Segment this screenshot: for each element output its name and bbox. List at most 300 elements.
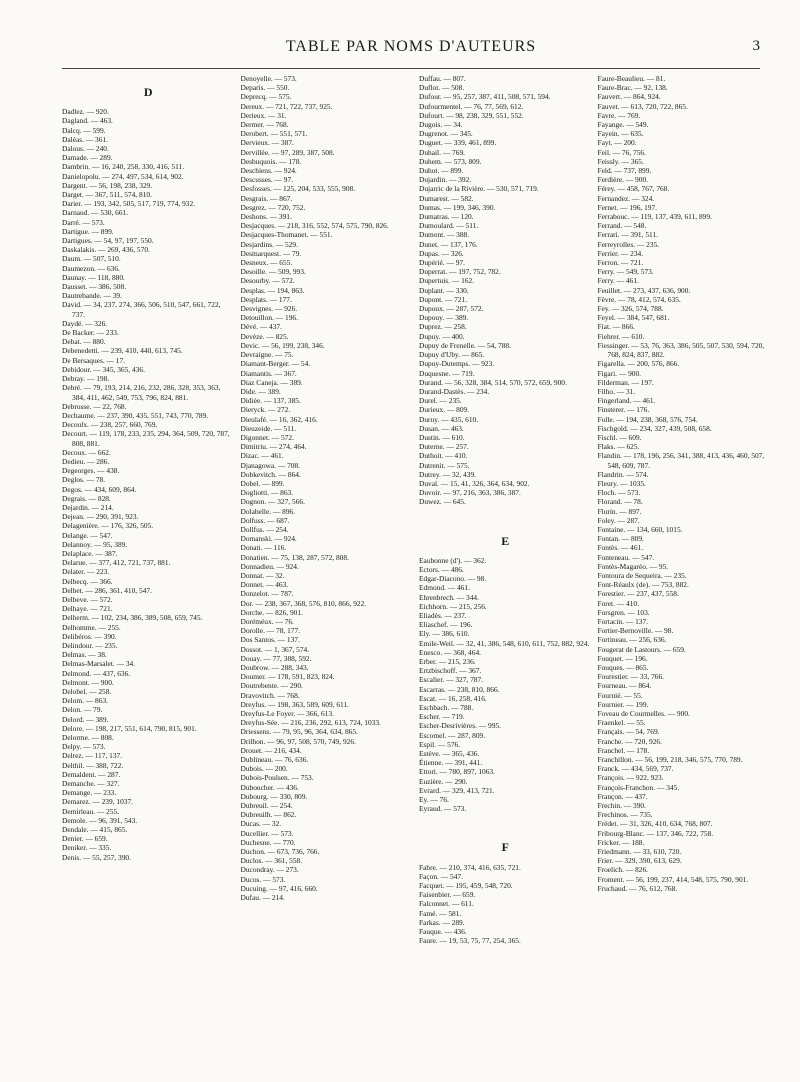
index-entry: Ferrabouc. — 119, 137, 439, 611, 899.: [597, 212, 712, 222]
index-entry: Dargent. — 56, 198, 238, 329.: [62, 180, 153, 190]
index-entry: Dunet. — 137, 176.: [419, 239, 478, 249]
index-entry: Duchon. — 673, 736, 766.: [240, 847, 320, 857]
index-entry: Fontaine. — 134, 660, 1015.: [597, 524, 683, 534]
index-entry: Dublineau. — 76, 636.: [240, 755, 309, 765]
index-entry: Dagland. — 463.: [62, 116, 113, 126]
index-entry: Fernet. — 196, 197.: [597, 202, 658, 212]
index-entry: Delherm. — 102, 234, 386, 389, 508, 659, 745.: [62, 613, 203, 623]
index-entry: Falconnet. — 611.: [419, 899, 474, 909]
index-entry: Fayein. — 635.: [597, 129, 644, 139]
index-entry: Dorolle. — 78, 177.: [240, 626, 301, 636]
index-entry: Dupuy-Dutemps. — 923.: [419, 359, 495, 369]
index-entry: Estève. — 365, 436.: [419, 749, 480, 759]
index-entry: Ferry. — 549, 573.: [597, 267, 654, 277]
index-entry: Fonteneau. — 547.: [597, 552, 655, 562]
index-entry: Dervieux. — 387.: [240, 138, 294, 148]
index-entry: Delom. — 863.: [62, 696, 108, 706]
index-entry: Flaks. — 625.: [597, 442, 640, 452]
index-entry: Degeorges. — 438.: [62, 466, 120, 476]
index-entry: Fauvert. — 864, 924.: [597, 92, 661, 102]
index-entry: Debat. — 880.: [62, 337, 106, 347]
index-entry: Daumezon. — 636.: [62, 263, 120, 273]
index-entry: Demarez. — 239, 1037.: [62, 797, 134, 807]
index-entry: Darré. — 573.: [62, 217, 105, 227]
index-entry: Doumer. — 178, 591, 823, 824.: [240, 672, 335, 682]
index-entry: Desplas. — 194, 863.: [240, 285, 305, 295]
index-entry: Frier. — 329, 390, 613, 629.: [597, 856, 682, 866]
index-entry: Dalcq. — 599.: [62, 125, 106, 135]
index-entry: Franche. — 720, 926.: [597, 736, 662, 746]
index-entry: Durieux. — 809.: [419, 405, 470, 415]
index-entry: Danielopolu. — 274, 497, 534, 614, 902.: [62, 171, 184, 181]
index-entry: Franchel. — 178.: [597, 745, 650, 755]
index-entry: Dadlez. — 920.: [62, 107, 109, 117]
index-entry: Duflot. — 508.: [419, 83, 465, 93]
index-entry: Escher. — 719.: [419, 712, 465, 722]
index-entry: Delhaye. — 721.: [62, 604, 113, 614]
index-entry: Dartigues. — 54, 97, 197, 550.: [62, 236, 154, 246]
index-entry: Férey. — 458, 767, 768.: [597, 184, 670, 194]
index-entry: Demanche. — 327.: [62, 779, 120, 789]
index-entry: Deprecq. — 575.: [240, 92, 292, 102]
index-entry: Delaplace. — 387.: [62, 548, 118, 558]
index-entry: Delord. — 389.: [62, 714, 109, 724]
index-entry: Fauvet. — 613, 720, 722, 865.: [597, 101, 688, 111]
index-entry: Dupouy. — 389.: [419, 313, 469, 323]
index-entry: Fayt. — 200.: [597, 138, 637, 148]
index-entry: Fayange. — 549.: [597, 120, 649, 130]
index-entry: Franck. — 434, 569, 737.: [597, 764, 674, 774]
index-entry: Filderman. — 197.: [597, 377, 654, 387]
index-entry: Desjacques-Thomanet. — 551.: [240, 230, 333, 240]
index-entry: Dupuy. — 400.: [419, 331, 465, 341]
index-entry: Duval. — 15, 41, 326, 364, 634, 902.: [419, 478, 530, 488]
index-entry: Duhot. — 899.: [419, 166, 464, 176]
index-entry: Demange. — 233.: [62, 788, 117, 798]
index-entry: Delrez. — 117, 137.: [62, 751, 123, 761]
index-entry: Donnet. — 463.: [240, 580, 289, 590]
index-entry: Floch. — 573.: [597, 488, 641, 498]
index-entry: Dermer. — 768.: [240, 120, 289, 130]
page-title: TABLE PAR NOMS D'AUTEURS: [285, 38, 537, 55]
index-entry: Deniker. — 335.: [62, 843, 112, 853]
index-entry: Foley. — 287.: [597, 515, 640, 525]
index-entry: Delater. — 223.: [62, 567, 110, 577]
section-letter: F: [501, 840, 509, 855]
index-entry: Franchillon. — 56, 199, 218, 346, 575, 770, 789.: [597, 755, 743, 765]
index-entry: Damade. — 289.: [62, 153, 113, 163]
index-entry: Desourby. — 572.: [240, 276, 295, 286]
index-entry: Fiehrer. — 610.: [597, 331, 645, 341]
index-entry: Duterne. — 257.: [419, 442, 469, 452]
index-entry: Froelich. — 826.: [597, 865, 648, 875]
index-entry: Desoille. — 509, 993.: [240, 267, 306, 277]
index-entry: Ferdière. — 900.: [597, 175, 648, 185]
section-letter: D: [143, 85, 153, 99]
index-entry: Favre. — 769.: [597, 110, 641, 120]
index-entry: Famé. — 581.: [419, 908, 462, 918]
index-entry: Duthoit. — 410.: [419, 451, 468, 461]
index-entry: Finsterer. — 176.: [597, 405, 650, 415]
index-entry: Debré. — 79, 193, 214, 216, 232, 286, 328, 353, 363, 384, 411, 462, 549, 753, 796, 824, 881.: [62, 383, 221, 402]
index-entry: Florand. — 78.: [597, 497, 643, 507]
index-entry: Dizac. — 461.: [240, 451, 284, 461]
index-entry: David. — 34, 237, 274, 366, 506, 510, 547, 661, 722, 737.: [62, 300, 221, 319]
index-entry: Dreyfus. — 198, 363, 589, 609, 611.: [240, 699, 350, 709]
index-entry: Feld. — 737, 899.: [597, 166, 652, 176]
index-column-4: [598, 74, 771, 1062]
index-entry: Fruchaud. — 76, 612, 768.: [597, 883, 678, 893]
index-entry: Fischl. — 609.: [597, 432, 642, 442]
index-entry: Derieux. — 31.: [240, 110, 287, 120]
index-entry: Dubreuilh. — 862.: [240, 810, 297, 820]
index-entry: Delon. — 79.: [62, 705, 103, 715]
index-entry: Dervillée. — 97, 289, 387, 508.: [240, 147, 335, 157]
index-entry: Dieryck. — 272.: [240, 405, 291, 415]
index-entry: Faure-Beaulieu. — 81.: [597, 74, 666, 83]
index-entry: Fontoura de Sequeira. — 235.: [597, 570, 687, 580]
index-entry: Fraenkel. — 55.: [597, 718, 646, 728]
index-entry: Flandrin. — 574.: [597, 469, 649, 479]
index-entry: Desplats. — 177.: [240, 294, 292, 304]
index-entry: Darnaud. — 530, 661.: [62, 208, 129, 218]
index-entry: Dossot. — 1, 367, 574.: [240, 644, 310, 654]
index-entry: Faisenbier. — 659.: [419, 890, 476, 900]
index-entry: Duruy. — 435, 610.: [419, 414, 479, 424]
index-entry: Fabre. — 210, 374, 416, 635, 721.: [419, 862, 521, 872]
index-entry: Dupoux. — 287, 572.: [419, 304, 484, 314]
index-entry: Dufour. — 95, 257, 387, 411, 508, 571, 594.: [419, 92, 551, 102]
index-entry: Dautrebande. — 39.: [62, 291, 122, 301]
index-entry: Flandin. — 178, 196, 256, 341, 388, 413, 436, 460, 507, 548, 609, 787.: [597, 451, 765, 470]
index-entry: Daydé. — 326.: [62, 318, 108, 328]
index-column-1: [62, 74, 235, 1062]
index-entry: Durand. — 56, 328, 384, 514, 570, 572, 659, 900.: [419, 377, 567, 387]
index-entry: Dor. — 238, 367, 368, 576, 810, 866, 922.: [240, 598, 367, 608]
index-entry: Denoyelle. — 573.: [240, 74, 297, 83]
index-entry: Espil. — 576.: [419, 739, 461, 749]
index-entry: Ducos. — 573.: [240, 874, 286, 884]
index-columns: [62, 74, 770, 1062]
index-entry: Facquet. — 195, 459, 548, 720.: [419, 881, 513, 891]
index-entry: Duguet. — 339, 461, 899.: [419, 138, 497, 148]
index-entry: Enesco. — 368, 464.: [419, 647, 481, 657]
index-entry: Fournié. — 55.: [597, 690, 643, 700]
index-entry: Daskalakis. — 269, 436, 570.: [62, 245, 150, 255]
index-entry: Eyraud. — 573.: [419, 804, 467, 814]
index-entry: Degos. — 434, 609, 864.: [62, 484, 137, 494]
index-entry: Fontès-Magarèo. — 95.: [597, 561, 669, 571]
index-entry: Delhomme. — 255.: [62, 622, 121, 632]
index-entry: Duboucher. — 436.: [240, 782, 299, 792]
header-rule: [62, 68, 760, 69]
index-entry: Fournier. — 199.: [597, 699, 649, 709]
index-entry: Figari. — 900.: [597, 368, 642, 378]
index-entry: Dévé. — 437.: [240, 322, 282, 332]
index-entry: Desgrez. — 720, 752.: [240, 202, 306, 212]
index-entry: Duvoir. — 97, 216, 363, 386, 387.: [419, 488, 521, 498]
index-entry: Dufourt. — 98, 238, 329, 551, 552.: [419, 110, 524, 120]
index-entry: Dechaume. — 237, 390, 435, 551, 743, 770, 789.: [62, 410, 209, 420]
index-entry: Dupont. — 721.: [419, 294, 468, 304]
index-entry: Dubois-Poulsen. — 753.: [240, 773, 314, 783]
index-entry: Delmond. — 437, 636.: [62, 668, 131, 678]
index-entry: Escher-Desrivières. — 995.: [419, 721, 501, 731]
index-entry: Fortacin. — 137.: [597, 616, 648, 626]
index-entry: Dobkevitch. — 864.: [240, 469, 301, 479]
index-entry: Ey. — 76.: [419, 795, 449, 805]
index-entry: Dreyfus-Sée. — 216, 236, 292, 613, 724, 1033.: [240, 718, 381, 728]
index-entry: Decoulx. — 238, 257, 660, 769.: [62, 420, 158, 430]
index-entry: Ferry. — 461.: [597, 276, 639, 286]
index-entry: Dendale. — 415, 865.: [62, 825, 128, 835]
index-entry: Font-Réaulx (de). — 753, 882.: [597, 580, 689, 590]
index-entry: Fortier-Bernoville. — 98.: [597, 626, 674, 636]
index-entry: Fougerat de Lastours. — 659.: [597, 644, 686, 654]
index-entry: Derobert. — 551, 571.: [240, 129, 308, 139]
index-entry: Delagenière. — 176, 326, 505.: [62, 521, 154, 531]
index-entry: Fricker. — 188.: [597, 837, 645, 847]
index-entry: Debray. — 198.: [62, 374, 110, 384]
index-entry: Drilhon. — 96, 97, 508, 570, 749, 926.: [240, 736, 356, 746]
index-entry: Denis. — 55, 257, 390.: [62, 852, 131, 862]
index-entry: Doubrow. — 288, 343.: [240, 663, 309, 672]
index-entry: Dolabelle. — 896.: [240, 506, 296, 516]
index-entry: Fortineau. — 256, 636.: [597, 635, 667, 645]
index-entry: Dustin. — 610.: [419, 432, 465, 442]
index-entry: Ectors. — 486.: [419, 564, 464, 574]
index-entry: Fourneau. — 864.: [597, 681, 652, 691]
index-entry: Dusan. — 463.: [419, 423, 464, 433]
index-entry: Froment. — 56, 199, 237, 414, 548, 575, 790, 901.: [597, 874, 749, 884]
index-entry: Forsgren. — 103.: [597, 607, 650, 617]
index-entry: Delbeve. — 572.: [62, 594, 113, 604]
index-entry: Fernandez. — 324.: [597, 193, 655, 203]
index-entry: Dimitriu. — 274, 464.: [240, 442, 307, 452]
index-entry: Frédet. — 31, 326, 410, 634, 768, 807.: [597, 819, 713, 829]
section-gap: [419, 813, 592, 829]
index-entry: Dollfus. — 254.: [240, 524, 289, 534]
index-entry: Donzelot. — 787.: [240, 589, 294, 599]
index-entry: Desvignes. — 926.: [240, 304, 298, 314]
index-entry: Fischgold. — 234, 327, 439, 508, 658.: [597, 423, 712, 433]
index-entry: Demirleau. — 255.: [62, 806, 120, 816]
index-entry: Ettori. — 780, 897, 1063.: [419, 767, 495, 777]
index-entry: Dartigue. — 899.: [62, 226, 114, 236]
index-entry: Donati. — 116.: [240, 543, 287, 553]
index-entry: Dujarric de la Rivière. — 530, 571, 719.: [419, 184, 539, 194]
index-entry: Dubreuil. — 254.: [240, 801, 293, 811]
index-entry: Feyel. — 384, 547, 681.: [597, 313, 670, 323]
index-entry: Daum. — 507, 510.: [62, 254, 121, 264]
index-entry: Français. — 54, 769.: [597, 727, 660, 737]
index-entry: Duquesne. — 719.: [419, 368, 475, 378]
page-header: [62, 38, 760, 62]
index-entry: Duclos. — 361, 558.: [240, 856, 303, 866]
index-entry: Devic. — 56, 199, 238, 346.: [240, 340, 325, 350]
index-entry: Feuillet. — 273, 437, 636, 900.: [597, 285, 691, 295]
index-entry: Duwez. — 645.: [419, 497, 466, 507]
index-entry: Donatien. — 75, 138, 287, 572, 808.: [240, 552, 349, 562]
index-entry: Darget. — 367, 511, 574, 810.: [62, 190, 152, 200]
index-entry: Duplant. — 330.: [419, 285, 469, 295]
index-entry: Ehrenbrech. — 344.: [419, 592, 479, 602]
index-entry: Ertzbischoff. — 367.: [419, 666, 482, 676]
index-entry: Digonnet. — 572.: [240, 432, 294, 442]
index-entry: Fleury. — 1035.: [597, 478, 646, 488]
index-entry: Dufourmentel. — 76, 77, 569, 612.: [419, 101, 524, 111]
index-entry: Diamant-Berger. — 54.: [240, 359, 311, 369]
index-entry: Delmas. — 38.: [62, 650, 107, 660]
index-entry: Emile-Weil. — 32, 41, 386, 548, 610, 611, 752, 882, 924.: [419, 638, 590, 648]
index-entry: Devraigne. — 75.: [240, 350, 294, 360]
index-entry: Donnadieu. — 924.: [240, 561, 299, 571]
index-entry: Didiée. — 137, 385.: [240, 396, 301, 406]
index-entry: Devèze. — 825.: [240, 331, 289, 341]
index-entry: Delorme. — 808.: [62, 733, 114, 743]
index-entry: Delbet. — 286, 361, 410, 547.: [62, 585, 152, 595]
index-entry: Ducellier. — 573.: [240, 828, 294, 838]
index-entry: Eschbach. — 788.: [419, 703, 474, 712]
index-entry: Dumoulard. — 511.: [419, 221, 479, 231]
index-entry: Dogliotti. — 863.: [240, 488, 294, 498]
index-entry: Dubois. — 200.: [240, 764, 288, 774]
index-entry: Dujardin. — 392.: [419, 175, 472, 185]
index-entry: Dedieu. — 286.: [62, 456, 110, 466]
index-entry: Deglos. — 78.: [62, 475, 106, 485]
index-entry: Drouet. — 216, 434.: [240, 745, 302, 755]
index-entry: Ely. — 386, 610.: [419, 629, 470, 639]
index-entry: Étienne. — 391, 441.: [419, 758, 483, 768]
index-entry: Dide. — 389.: [240, 386, 281, 396]
index-entry: Dieulafé. — 16, 362, 416.: [240, 414, 318, 424]
index-entry: Delmas-Marsalet. — 34.: [62, 659, 136, 669]
index-entry: Ferreyrolles. — 235.: [597, 239, 660, 249]
index-entry: Foret. — 410.: [597, 598, 639, 608]
index-entry: Eliaschef. — 196.: [419, 620, 473, 630]
index-entry: Desbuquois. — 178.: [240, 156, 302, 166]
index-entry: Façon. — 547.: [419, 871, 463, 881]
index-entry: Ferrand. — 548.: [597, 221, 647, 231]
index-entry: Durel. — 235.: [419, 396, 462, 406]
index-entry: Delpy. — 573.: [62, 742, 106, 752]
index-entry: Delthil. — 388, 722.: [62, 760, 124, 770]
index-entry: Durand-Dastès. — 234.: [419, 386, 490, 396]
page-number: 3: [752, 38, 760, 54]
index-entry: Duperrat. — 197, 752, 782.: [419, 267, 501, 277]
index-entry: Flurin. — 897.: [597, 506, 642, 516]
index-entry: Feil. — 76, 756.: [597, 147, 646, 157]
index-entry: Delarue. — 377, 412, 721, 737, 881.: [62, 558, 171, 568]
index-entry: Duchesne. — 770.: [240, 837, 296, 847]
index-entry: Darier. — 193, 342, 505, 517, 719, 774, 932.: [62, 199, 196, 209]
index-entry: Desmarquest. — 79.: [240, 248, 302, 258]
index-entry: Djanagowa. — 708.: [240, 460, 301, 470]
index-entry: Ducas. — 32.: [240, 819, 282, 829]
index-entry: Dorche. — 826, 901.: [240, 607, 303, 617]
index-entry: Dieuzeide. — 511.: [240, 423, 297, 433]
index-entry: Ducondray. — 273.: [240, 865, 299, 875]
index-entry: Desneux. — 655.: [240, 258, 293, 268]
index-column-2: [241, 74, 414, 1062]
index-entry: Delore. — 198, 217, 551, 614, 790, 815, 901.: [62, 723, 197, 733]
index-entry: Euzière. — 290.: [419, 776, 468, 786]
index-entry: Degrais. — 828.: [62, 493, 111, 503]
index-entry: Fauque. — 436.: [419, 927, 467, 937]
index-entry: Faure. — 19, 53, 75, 77, 254, 365.: [419, 936, 521, 946]
index-entry: De Bersaques. — 17.: [62, 355, 126, 365]
index-entry: Françon. — 437.: [597, 791, 648, 801]
index-entry: Dolfuss. — 687.: [240, 515, 290, 525]
index-entry: Dupérié. — 97.: [419, 258, 465, 268]
index-entry: Donnat. — 32.: [240, 570, 285, 580]
index-entry: Ferrari. — 391, 511.: [597, 230, 658, 240]
index-entry: Escomel. — 287, 809.: [419, 730, 486, 740]
index-entry: Doréméux. — 76.: [240, 616, 294, 626]
index-entry: Diamantis. — 367.: [240, 368, 297, 378]
section-letter: E: [501, 533, 510, 548]
index-entry: Debrosse. — 22, 768.: [62, 401, 127, 411]
index-entry: Edmond. — 461.: [419, 583, 470, 593]
index-entry: Dreyfus-Le Foyer. — 366, 613.: [240, 709, 334, 719]
index-entry: Dupuy d'Uby. — 865.: [419, 350, 485, 360]
index-entry: Delindour. — 235.: [62, 640, 118, 650]
index-entry: Feissly. — 365.: [597, 156, 644, 166]
index-entry: Dupuy de Frenelle. — 54, 788.: [419, 340, 511, 350]
index-entry: Dupertuis. — 162.: [419, 276, 475, 286]
index-entry: Delbecq. — 366.: [62, 576, 113, 586]
index-entry: Daléas. — 361.: [62, 134, 108, 144]
index-entry: Duffau. — 807.: [419, 74, 466, 83]
index-entry: Fontès. — 461.: [597, 543, 644, 553]
index-entry: Demaldent. — 287.: [62, 769, 121, 779]
index-entry: Fouques. — 865.: [597, 663, 649, 672]
index-entry: Delannoy. — 95, 389.: [62, 539, 128, 549]
index-entry: Fiessinger. — 53, 76, 363, 386, 505, 507, 530, 594, 720, 768, 824, 837, 882.: [597, 340, 765, 360]
index-entry: Debidour. — 345, 365, 436.: [62, 364, 145, 374]
index-entry: Duhem. — 573, 809.: [419, 156, 482, 166]
index-entry: Decoux. — 662.: [62, 447, 111, 457]
index-entry: Ferron. — 721.: [597, 258, 644, 268]
index-entry: Dugrenot. — 345.: [419, 129, 473, 139]
index-entry: Dognon. — 327, 566.: [240, 497, 305, 507]
index-entry: Detouillon. — 196.: [240, 313, 298, 323]
index-entry: François. — 922, 923.: [597, 773, 664, 783]
index-entry: Dejean. — 290, 391, 923.: [62, 512, 139, 522]
index-entry: Eichhorn. — 215, 256.: [419, 601, 487, 611]
index-entry: Edgar-Diacono. — 98.: [419, 574, 487, 584]
index-entry: Filho. — 31.: [597, 386, 636, 396]
index-entry: Delange. — 547.: [62, 530, 113, 540]
index-entry: Farkas. — 289.: [419, 917, 465, 927]
index-entry: Dutrenit. — 575.: [419, 460, 470, 470]
index-entry: Dufau. — 214.: [240, 893, 285, 903]
index-entry: Fribourg-Blanc. — 137, 346, 722, 758.: [597, 828, 714, 838]
index-entry: Dobel. — 899.: [240, 478, 285, 488]
index-entry: Demole. — 96, 391, 543.: [62, 815, 138, 825]
index-entry: Delmont. — 900.: [62, 677, 114, 687]
index-entry: Frechin. — 390.: [597, 801, 646, 811]
index-entry: Evrard. — 329, 413, 721.: [419, 785, 495, 795]
index-entry: Desgrais. — 867.: [240, 193, 293, 203]
index-entry: Descusses. — 97.: [240, 175, 294, 185]
index-entry: Dutrey. — 32, 439.: [419, 469, 476, 479]
index-entry: Escat. — 16, 258, 416.: [419, 693, 487, 703]
index-entry: Folle. — 194, 238, 368, 576, 754.: [597, 414, 698, 424]
index-entry: Dambrin. — 16, 240, 258, 330, 416, 511.: [62, 162, 185, 172]
index-entry: Driessens. — 79, 95, 96, 364, 634, 865.: [240, 727, 358, 737]
index-entry: Domanski. — 924.: [240, 534, 297, 544]
